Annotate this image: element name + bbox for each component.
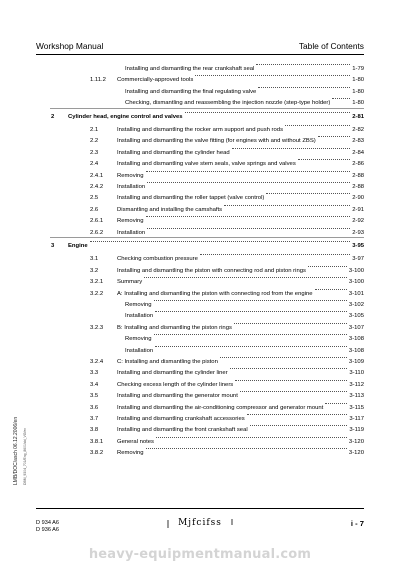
toc-leader-dots	[146, 448, 347, 449]
toc-entry-page: 2-83	[352, 138, 364, 145]
toc-entry-page: 3-97	[352, 256, 364, 263]
toc-leader-dots	[147, 182, 350, 183]
toc-leader-dots	[332, 98, 350, 99]
toc-entry-page: 3-108	[348, 347, 364, 354]
toc-entry[interactable]	[0, 311, 400, 322]
toc-entry[interactable]	[0, 346, 400, 357]
section-title: Table of Contents	[298, 41, 364, 51]
toc-entry-title: Installing and dismantling the valve fitting (for engines with and without ZBS)	[117, 138, 316, 145]
toc-entry-page: 2-82	[352, 127, 364, 133]
toc-leader-dots	[155, 311, 347, 312]
brand-logo	[150, 518, 250, 528]
toc-entry-number: 3.1	[90, 256, 99, 263]
engine-models	[36, 520, 59, 534]
model-line: D 934 A6	[36, 520, 60, 526]
toc-entry-page: 3-119	[349, 427, 364, 434]
toc-entry-number: 3.7	[90, 416, 99, 422]
toc-leader-dots	[250, 425, 347, 426]
toc-leader-dots	[144, 277, 347, 278]
toc-entry-number: 1.11.2	[90, 77, 106, 84]
toc-entry-page: 3-105	[348, 313, 364, 320]
section-separator	[50, 237, 364, 238]
toc-entry-number: 2.4.2	[90, 184, 104, 190]
toc-entry-title: Installation	[125, 347, 154, 354]
page-number: i - 7	[350, 519, 364, 528]
file-reference: DBM_9304_701/Eng_8601/dd_VG/en	[23, 427, 27, 485]
toc-entry-page: 2-88	[352, 172, 364, 179]
toc-entry-title: Removing	[117, 218, 144, 225]
toc-entry-page: 1-80	[352, 77, 364, 84]
toc-entry[interactable]	[0, 216, 400, 227]
toc-leader-dots	[266, 193, 350, 194]
toc-entry[interactable]	[0, 425, 400, 436]
toc-entry[interactable]	[0, 357, 400, 368]
toc-entry-page: 2-91	[352, 206, 364, 213]
toc-leader-dots	[235, 380, 347, 381]
toc-leader-dots	[315, 289, 347, 290]
toc-entry-page: 3-107	[348, 324, 364, 331]
toc-entry-page: 3-112	[349, 381, 364, 388]
toc-entry[interactable]	[0, 241, 400, 252]
toc-entry-title: Checking, dismantling and reassembling the injection nozzle (step-type holder)	[125, 100, 331, 107]
toc-entry[interactable]	[0, 414, 400, 425]
header-rule	[36, 54, 364, 55]
toc-entry-page: 2-88	[352, 184, 364, 190]
toc-leader-dots	[220, 357, 347, 358]
toc-leader-dots	[234, 323, 347, 324]
logo-mark	[150, 518, 250, 530]
toc-entry-number: 3.5	[90, 393, 99, 400]
toc-leader-dots	[247, 414, 347, 415]
toc-entry-page: 2-81	[352, 113, 364, 120]
toc-leader-dots	[285, 125, 350, 126]
toc-entry-number: 3.3	[90, 370, 99, 377]
toc-leader-dots	[318, 136, 350, 137]
toc-entry[interactable]	[0, 391, 400, 402]
toc-entry-title: Checking combustion pressure	[117, 256, 198, 263]
toc-leader-dots	[256, 64, 350, 65]
toc-entry-number: 3.8.2	[90, 450, 104, 457]
page-header	[36, 41, 364, 53]
toc-entry-title: Removing	[125, 302, 152, 308]
toc-entry[interactable]	[0, 368, 400, 379]
toc-entry-number: 3.2.3	[90, 324, 104, 331]
section-separator	[50, 108, 364, 109]
toc-leader-dots	[154, 300, 347, 301]
toc-entry[interactable]	[0, 323, 400, 334]
toc-entry-page: 3-115	[349, 404, 364, 411]
toc-entry[interactable]	[0, 205, 400, 216]
toc-leader-dots	[154, 334, 347, 335]
toc-entry-title: Installing and dismantling the cylinder head	[117, 149, 230, 156]
toc-entry-page: 3-120	[348, 450, 364, 457]
toc-entry-title: A: Installing and dismantling the piston with connecting rod from the engine	[117, 290, 313, 297]
toc-entry[interactable]	[0, 403, 400, 414]
toc-entry[interactable]	[0, 334, 400, 345]
toc-entry-page: 1-80	[352, 88, 364, 95]
toc-entry-title: Removing	[125, 336, 152, 343]
toc-entry[interactable]	[0, 136, 400, 147]
toc-entry-page: 3-100	[348, 267, 364, 274]
toc-entry-page: 2-90	[352, 195, 364, 202]
toc-entry-number: 3.2.4	[90, 359, 104, 365]
toc-entry-page: 3-100	[348, 279, 364, 286]
toc-entry[interactable]	[0, 437, 400, 448]
toc-leader-dots	[147, 228, 350, 229]
toc-entry-title: Installing and dismantling crankshaft accessories	[117, 416, 245, 422]
toc-entry-number: 3.8.1	[90, 438, 104, 445]
toc-entry[interactable]	[0, 75, 400, 86]
toc-entry-number: 2.2	[90, 138, 99, 145]
toc-entry-number: 2.6.1	[90, 218, 104, 225]
model-line: D 936 A6	[36, 527, 60, 533]
toc-entry-number: 2.6	[90, 206, 99, 213]
toc-entry-title: Checking excess length of the cylinder liners	[117, 381, 234, 388]
toc-entry-number: 2.5	[90, 195, 99, 202]
toc-entry-number: 3.6	[90, 404, 99, 411]
toc-leader-dots	[195, 75, 350, 76]
toc-entry-number: 3	[51, 243, 55, 249]
toc-entry-title: Dismantling and installing the camshafts	[117, 206, 223, 213]
toc-entry-page: 1-80	[352, 100, 364, 107]
toc-entry[interactable]	[0, 159, 400, 170]
toc-leader-dots	[230, 368, 347, 369]
toc-entry-number: 2	[51, 113, 55, 120]
toc-entry[interactable]	[0, 125, 400, 136]
toc-entry[interactable]	[0, 182, 400, 193]
toc-entry-title: Installation	[125, 313, 154, 320]
toc-leader-dots	[90, 241, 350, 242]
doc-reference: LMB/DOC/asch 06.12.2006/en	[13, 416, 19, 485]
toc-entry[interactable]	[0, 148, 400, 159]
toc-entry-title: Installation	[117, 229, 146, 236]
toc-entry[interactable]	[0, 193, 400, 204]
toc-entry-title: General notes	[117, 438, 155, 445]
site-watermark: heavy-equipmentmanual.com	[88, 547, 312, 562]
toc-entry-title: Installing and dismantling the cylinder liner	[117, 370, 228, 377]
toc-entry-title: Installation	[117, 184, 146, 190]
toc-entry-page: 3-110	[349, 370, 364, 377]
toc-entry-number: 3.4	[90, 381, 99, 388]
toc-entry-number: 2.3	[90, 149, 99, 156]
toc-entry-title: Installing and dismantling the rear crankshaft seal	[125, 66, 255, 72]
toc-entry[interactable]	[0, 171, 400, 182]
toc-entry-title: Cylinder head, engine control and valves	[68, 113, 183, 120]
toc-entry[interactable]	[0, 87, 400, 98]
toc-entry-page: 3-108	[348, 336, 364, 343]
toc-entry-title: Removing	[117, 172, 144, 179]
toc-entry-page: 2-86	[352, 161, 364, 168]
toc-entry-title: C: Installing and dismantling the piston	[117, 359, 218, 365]
toc-leader-dots	[224, 205, 350, 206]
toc-entry-page: 3-95	[352, 243, 364, 249]
toc-entry-number: 3.2	[90, 267, 99, 274]
toc-entry-page: 3-117	[349, 416, 364, 422]
toc-entry-page: 1-79	[352, 66, 364, 72]
toc-entry-number: 2.4	[90, 161, 99, 168]
toc-entry-page: 3-101	[348, 290, 364, 297]
toc-leader-dots	[155, 346, 347, 347]
toc-leader-dots	[146, 171, 350, 172]
toc-entry-title: Installing and dismantling the generator mount	[117, 393, 238, 400]
toc-entry-number: 3.8	[90, 427, 99, 434]
toc-entry-title: Engine	[68, 243, 88, 249]
toc-entry[interactable]	[0, 300, 400, 311]
toc-entry[interactable]	[0, 448, 400, 459]
toc-entry-number: 3.2.2	[90, 290, 104, 297]
toc-entry-number: 3.2.1	[90, 279, 104, 286]
toc-entry-page: 3-120	[348, 438, 364, 445]
toc-leader-dots	[185, 112, 350, 113]
toc-entry-page: 3-113	[349, 393, 364, 400]
toc-entry-title: Installing and dismantling the rocker arm support and push rods	[117, 127, 284, 133]
toc-entry-title: Installing and dismantling the front crankshaft seal	[117, 427, 248, 434]
toc-entry-title: Installing and dismantling the roller tappet (valve control)	[117, 195, 265, 202]
side-margin-note	[13, 375, 43, 485]
toc-entry-number: 2.4.1	[90, 172, 104, 179]
footer-rule	[36, 508, 364, 509]
toc-entry-page: 2-84	[352, 149, 364, 156]
toc-entry-number: 2.1	[90, 127, 99, 133]
toc-leader-dots	[298, 159, 350, 160]
toc-entry-page: 3-102	[348, 302, 364, 308]
toc-entry[interactable]	[0, 289, 400, 300]
toc-entry-title: Installing and dismantling the piston with connecting rod and piston rings	[117, 267, 306, 274]
toc-leader-dots	[146, 216, 350, 217]
toc-entry-title: Commercially-approved tools	[117, 77, 194, 84]
toc-leader-dots	[200, 254, 350, 255]
toc-entry-title: Installing and dismantling the air-conditioning compressor and generator mount	[117, 404, 324, 411]
toc-leader-dots	[258, 87, 350, 88]
toc-entry[interactable]	[0, 266, 400, 277]
toc-entry[interactable]	[0, 64, 400, 75]
toc-leader-dots	[232, 148, 350, 149]
toc-entry[interactable]	[0, 112, 400, 123]
toc-entry-page: 2-92	[352, 218, 364, 225]
toc-entry-number: 2.6.2	[90, 229, 104, 236]
toc-leader-dots	[156, 437, 347, 438]
toc-entry[interactable]	[0, 254, 400, 265]
toc-entry[interactable]	[0, 277, 400, 288]
toc-entry-page: 3-109	[348, 359, 364, 365]
manual-title: Workshop Manual	[36, 41, 104, 51]
toc-entry-title: Removing	[117, 450, 144, 457]
toc-leader-dots	[325, 403, 347, 404]
toc-entry-page: 2-93	[352, 229, 364, 236]
toc-entry-title: Installing and dismantling valve stem seals, valve springs and valves	[117, 161, 296, 168]
logo-text: Mjfcifss	[178, 518, 222, 528]
toc-entry-title: Summary	[117, 279, 143, 286]
toc-entry-title: B: Installing and dismantling the piston rings	[117, 324, 232, 331]
toc-leader-dots	[308, 266, 347, 267]
toc-entry[interactable]	[0, 380, 400, 391]
toc-entry-title: Installing and dismantling the final regulating valve	[125, 88, 257, 95]
toc-leader-dots	[240, 391, 347, 392]
